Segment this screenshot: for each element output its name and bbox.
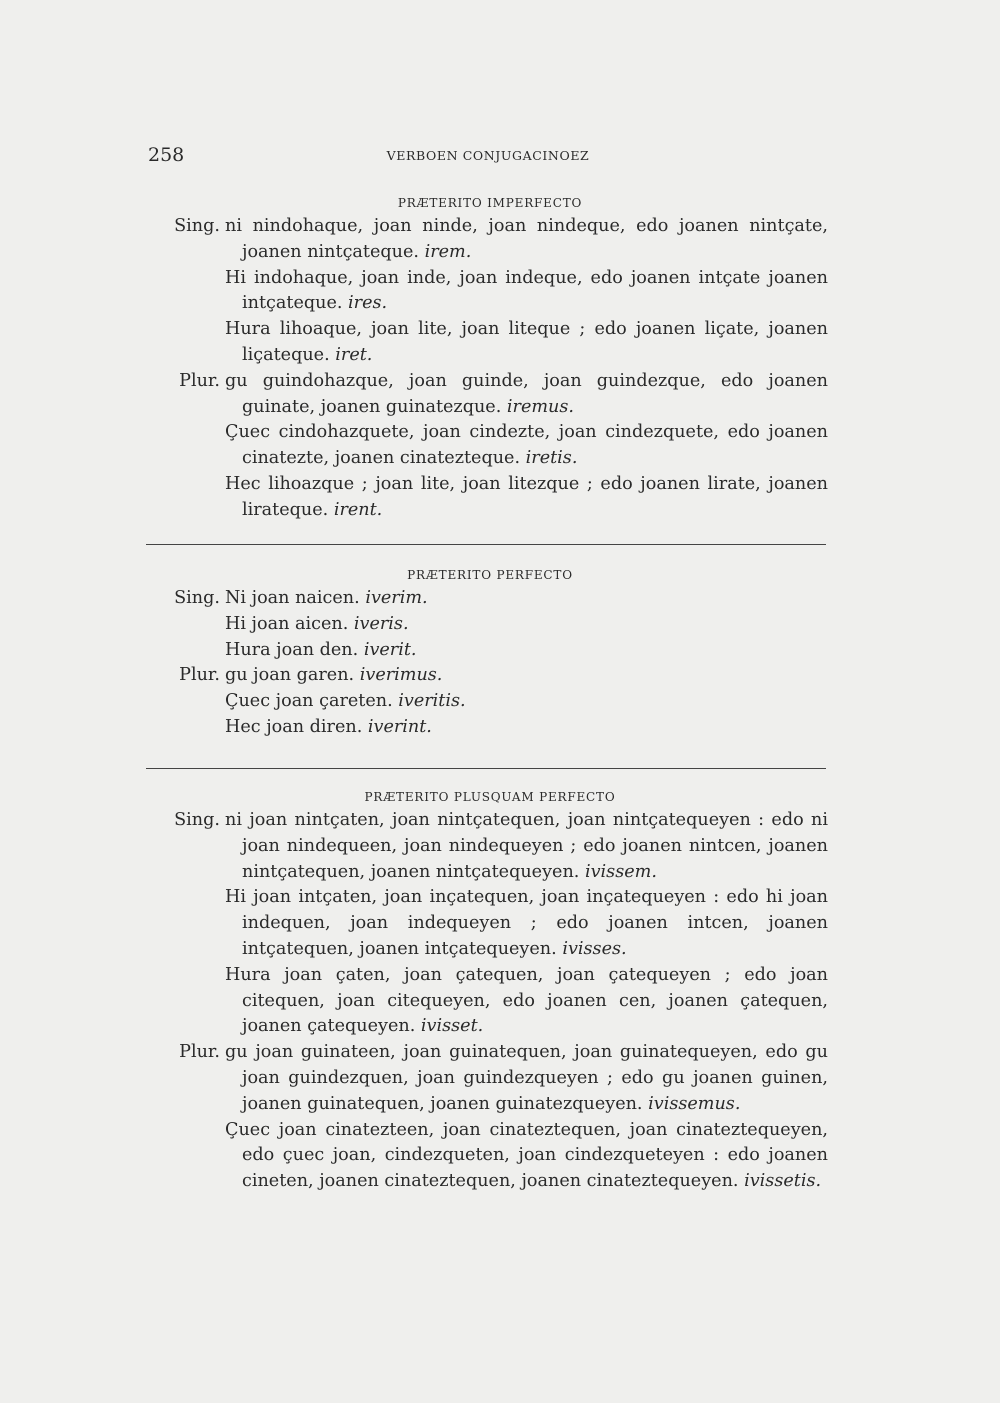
entry-plur-1 — [150, 663, 830, 689]
section-title: PRÆTERITO PERFECTO — [407, 568, 573, 582]
number-label: Sing. — [174, 810, 220, 830]
entry-text: Hec lihoazque ; joan lite, joan litezque ; edo joanen lirate, joanen lirateque. irent. — [225, 473, 828, 520]
number-label: Sing. — [174, 588, 220, 608]
section-title: PRÆTERITO IMPERFECTO — [397, 196, 583, 210]
section-divider — [146, 544, 826, 545]
entry-text: Çuec cindohazquete, joan cindezte, joan cindezquete, edo joanen cinatezte, joanen cinatezteque. iretis. — [225, 422, 828, 469]
running-head: VERBOEN CONJUGACINOEZ — [386, 148, 590, 163]
latin-gloss: ivissetis. — [744, 1171, 822, 1192]
entry-text: gu joan guinateen, joan guinatequen, joan guinatequeyen, edo gu joan guindezquen, joan guindezqueyen ; edo gu joanen guinen, joanen guinatequen, joanen guinatezqueyen. ivissemus. — [225, 1042, 828, 1114]
entry-sing-2 — [150, 885, 830, 962]
latin-gloss: iverim. — [365, 588, 428, 608]
entry-text: Hec joan diren. iverint. — [225, 716, 432, 737]
latin-gloss: ivissem. — [584, 861, 657, 882]
entry-text: ni joan nintçaten, joan nintçatequen, joan nintçatequeyen : edo ni joan nindequeen, joan nindequeyen ; edo joanen nintcen, joanen nintçatequen, joanen nintçatequeyen. ivissem. — [225, 810, 828, 882]
entry-sing-1 — [150, 586, 830, 612]
section-praeterito-plusquam-perfecto — [150, 786, 830, 1195]
latin-gloss: iremus. — [506, 396, 574, 417]
latin-gloss: irem. — [424, 241, 472, 262]
entry-text: gu guindohazque, joan guinde, joan guindezque, edo joanen guinate, joanen guinatezque. iremus. — [225, 370, 828, 417]
entry-text: Hura joan den. iverit. — [225, 639, 417, 660]
entry-sing-1 — [150, 808, 830, 885]
latin-gloss: iverint. — [367, 716, 432, 737]
entry-plur-2 — [150, 689, 830, 715]
latin-gloss: ivissemus. — [648, 1093, 741, 1114]
entry-plur-1 — [150, 369, 830, 421]
latin-gloss: iverimus. — [359, 665, 443, 686]
entry-text: ni nindohaque, joan ninde, joan nindeque, edo joanen nintçate, joanen nintçateque. irem. — [225, 216, 828, 262]
entry-text: Çuec joan cinatezteen, joan cinateztequen, joan cinateztequeyen, edo çuec joan, cindezqueten, joan cindezqueteyen : edo joanen cineten, joanen cinateztequen, joanen cinateztequeyen. ivissetis. — [225, 1119, 828, 1192]
page-header — [148, 144, 828, 168]
number-label: Plur. — [179, 370, 220, 391]
latin-gloss: ires. — [348, 293, 388, 314]
entry-sing-1 — [150, 214, 830, 266]
entry-plur-2 — [150, 1118, 830, 1195]
entry-text: Hura lihoaque, joan lite, joan liteque ; edo joanen liçate, joanen liçateque. iret. — [225, 319, 828, 365]
entry-text: Çuec joan çareten. iveritis. — [225, 691, 466, 712]
section-praeterito-imperfecto — [150, 192, 830, 524]
entry-text: gu joan garen. iverimus. — [225, 665, 443, 686]
number-label: Sing. — [174, 216, 220, 236]
number-label: Plur. — [179, 665, 220, 686]
entry-text: Hi joan aicen. iveris. — [225, 613, 409, 634]
entry-sing-3 — [150, 963, 830, 1040]
latin-gloss: iverit. — [363, 639, 417, 660]
entry-sing-2 — [150, 612, 830, 638]
latin-gloss: iveris. — [353, 613, 409, 634]
latin-gloss: ivisses. — [562, 938, 627, 959]
entry-plur-3 — [150, 472, 830, 524]
entry-sing-2 — [150, 266, 830, 318]
entry-plur-2 — [150, 420, 830, 472]
latin-gloss: iveritis. — [398, 691, 466, 712]
section-praeterito-perfecto — [150, 564, 830, 741]
entry-text: Hi indohaque, joan inde, joan indeque, edo joanen intçate joanen intçateque. ires. — [225, 267, 828, 314]
entry-text: Hi joan intçaten, joan inçatequen, joan inçatequeyen : edo hi joan indequen, joan indequeyen ; edo joanen intcen, joanen intçatequen, joanen intçatequeyen. ivisses. — [225, 887, 828, 959]
entry-sing-3 — [150, 638, 830, 664]
section-divider — [146, 768, 826, 769]
number-label: Plur. — [179, 1042, 220, 1063]
latin-gloss: ivisset. — [420, 1016, 484, 1037]
entry-plur-3 — [150, 715, 830, 741]
section-title: PRÆTERITO PLUSQUAM PERFECTO — [364, 790, 616, 804]
entry-plur-1 — [150, 1040, 830, 1117]
entry-text: Ni joan naicen. iverim. — [225, 588, 428, 608]
entry-text: Hura joan çaten, joan çatequen, joan çatequeyen ; edo joan citequen, joan citequeyen, edo joanen cen, joanen çatequen, joanen çatequeyen. ivisset. — [225, 964, 828, 1037]
latin-gloss: iret. — [335, 344, 373, 365]
latin-gloss: iretis. — [525, 448, 578, 469]
entry-sing-3 — [150, 317, 830, 369]
page-number: 258 — [148, 144, 185, 166]
latin-gloss: irent. — [333, 499, 383, 520]
